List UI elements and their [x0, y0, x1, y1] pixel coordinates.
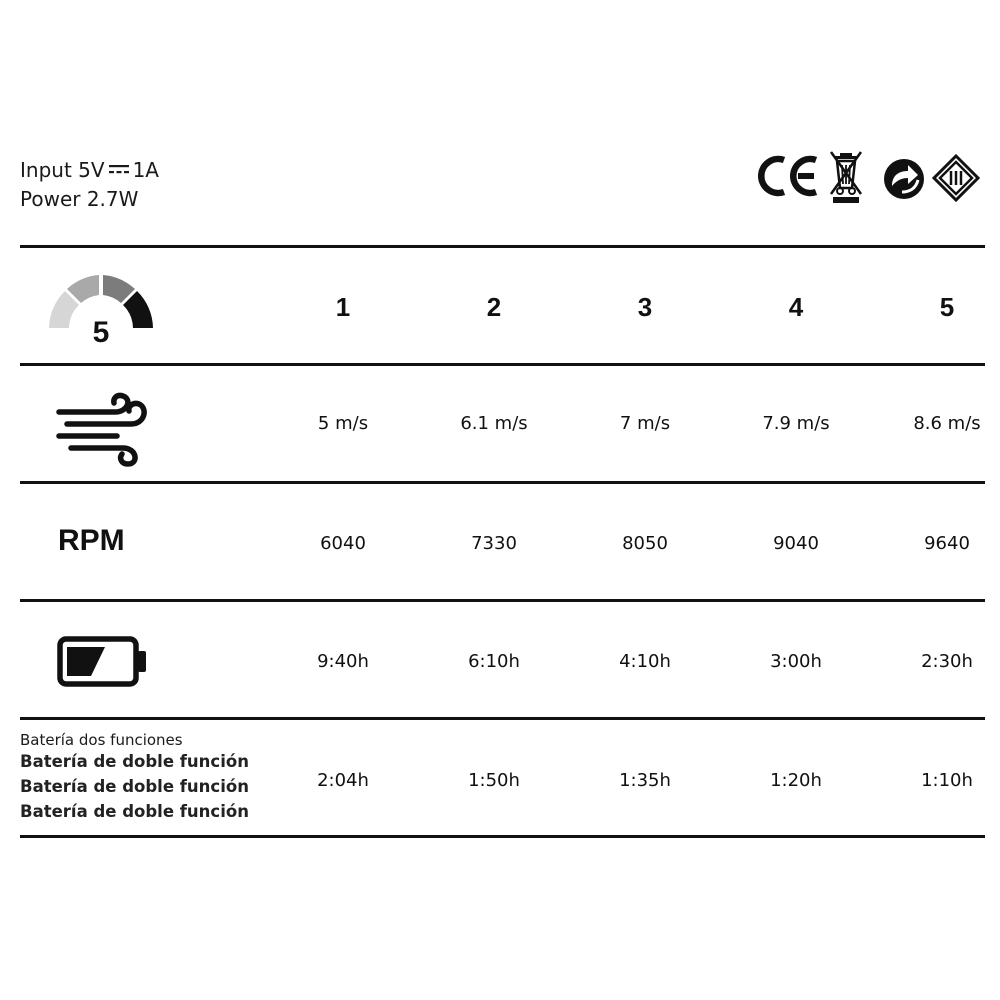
speed-level-3: 3	[637, 292, 653, 322]
dual-battery-label: Batería de doble función	[20, 777, 249, 796]
wind-speed-3: 7 m/s	[619, 413, 671, 434]
green-dot-recycling-icon	[884, 159, 924, 199]
speed-level-4: 4	[788, 292, 804, 322]
gauge-value: 5	[92, 316, 110, 349]
battery-time-4: 3:00h	[770, 651, 822, 672]
table-rule	[20, 599, 985, 602]
rpm-value-2: 7330	[471, 533, 517, 554]
speed-level-1: 1	[335, 292, 351, 322]
power-spec: Power 2.7W	[20, 187, 139, 211]
certification-marks	[752, 150, 982, 206]
ce-mark-icon	[761, 159, 816, 193]
dual-battery-label: Batería de doble función	[20, 752, 249, 771]
battery-time-2: 6:10h	[468, 651, 520, 672]
dual-battery-time-2: 1:50h	[468, 770, 520, 791]
input-spec	[20, 160, 159, 180]
dual-battery-time-5: 1:10h	[921, 770, 973, 791]
table-rule	[20, 717, 985, 720]
battery-time-1: 9:40h	[317, 651, 369, 672]
battery-time-5: 2:30h	[921, 651, 973, 672]
speed-level-2: 2	[486, 292, 502, 322]
rpm-value-1: 6040	[320, 533, 366, 554]
rpm-value-4: 9040	[773, 533, 819, 554]
dual-battery-time-4: 1:20h	[770, 770, 822, 791]
wind-icon	[55, 392, 150, 467]
battery-icon	[57, 636, 149, 688]
rpm-label: RPM	[58, 524, 125, 557]
class-iii-icon	[934, 156, 978, 200]
dual-battery-time-1: 2:04h	[317, 770, 369, 791]
dual-battery-label: Batería dos funciones	[20, 731, 183, 749]
weee-crossed-bin-icon	[831, 152, 861, 203]
input-voltage: Input 5V	[20, 158, 105, 182]
input-current: 1A	[132, 158, 159, 182]
rpm-value-3: 8050	[622, 533, 668, 554]
battery-time-3: 4:10h	[619, 651, 671, 672]
table-rule	[20, 481, 985, 484]
wind-speed-2: 6.1 m/s	[460, 413, 528, 434]
dual-battery-label: Batería de doble función	[20, 802, 249, 821]
wind-speed-4: 7.9 m/s	[762, 413, 830, 434]
table-rule-bottom	[20, 835, 985, 838]
table-rule-top	[20, 245, 985, 248]
wind-speed-5: 8.6 m/s	[913, 413, 981, 434]
wind-speed-1: 5 m/s	[317, 413, 369, 434]
speed-gauge-icon	[40, 268, 165, 348]
speed-level-5: 5	[939, 292, 955, 322]
dc-symbol-icon	[109, 165, 129, 174]
rpm-value-5: 9640	[924, 533, 970, 554]
dual-battery-time-3: 1:35h	[619, 770, 671, 791]
table-rule	[20, 363, 985, 366]
